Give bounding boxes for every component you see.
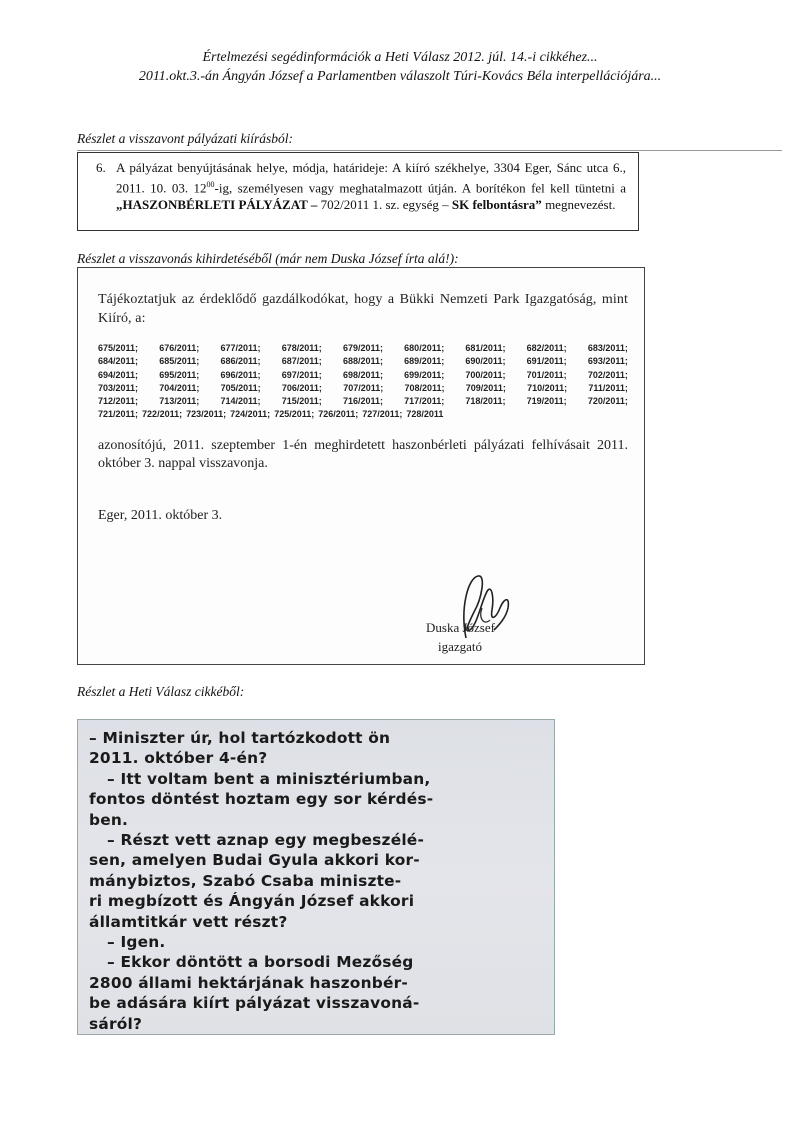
tender-id: 705/2011; [220,382,261,393]
tender-id: 717/2011; [404,396,445,407]
tender-excerpt-box [77,152,639,231]
tender-id-row [98,395,628,408]
tender-id: 699/2011; [404,369,445,380]
clipping-line: be adására kiírt pályázat visszavoná- [89,994,420,1013]
excerpt-text-a: A pályázat benyújtásának helye, módja, határideje: A kiíró székhelye, 3304 Eger, Sánc utca 6., 2011. 10. 03. 12 [116,160,626,196]
header-line-1: Értelmezési segédinformációk a Heti Válasz 2012. júl. 14.-i cikkéhez... [202,50,598,65]
tender-id: 681/2011; [465,343,506,353]
tender-id: 727/2011; [362,409,403,420]
section2-caption: Részlet a visszavonás kihirdetéséből (már nem Duska József írta alá!): [77,251,459,266]
tender-id: 687/2011; [281,356,322,367]
tender-id: 718/2011; [465,396,506,407]
tender-id-list [98,342,628,422]
place-date: Eger, 2011. október 3. [98,508,223,523]
clipping-line: államtitkár vett részt? [89,912,288,931]
tender-id: 693/2011; [587,356,628,367]
excerpt-bold-1: „HASZONBÉRLETI PÁLYÁZAT – [116,197,318,213]
tender-id: 709/2011; [465,382,506,393]
handwritten-signature [438,568,528,648]
tender-id: 679/2011; [342,343,383,353]
tender-id: 716/2011; [342,396,383,407]
tender-id: 711/2011; [588,382,628,393]
clipping-line: – Itt voltam bent a minisztériumban, [107,769,431,788]
tender-id: 683/2011; [587,343,628,353]
excerpt-text-b: -ig, személyesen vagy meghatalmazott útján. A borítékon fel kell tüntetni a [214,180,626,196]
tender-id: 714/2011; [220,396,261,407]
tender-id: 697/2011; [281,369,322,380]
tender-id: 691/2011; [526,356,567,367]
tender-id: 682/2011; [526,343,567,353]
header-line-2: 2011.okt.3.-án Ángyán József a Parlamentben válaszolt Túri-Kovács Béla interpellációjára... [138,69,662,84]
clipping-text [89,728,545,1034]
tender-id: 689/2011; [404,356,445,367]
tender-id: 688/2011; [342,356,383,367]
tender-id: 704/2011; [159,382,200,393]
tender-id: 728/2011 [406,409,444,420]
tender-excerpt-text [116,159,626,213]
tender-id-row [98,342,628,355]
clipping-line: sen, amelyen Budai Gyula akkori kor- [89,851,420,870]
tender-id-row [98,382,628,395]
tender-id: 678/2011; [281,343,322,353]
newspaper-clipping [77,719,555,1035]
tender-id: 698/2011; [342,369,383,380]
tender-id: 702/2011; [587,369,628,380]
tender-id: 701/2011; [526,369,567,380]
tender-id: 676/2011; [159,343,200,353]
tender-id: 715/2011; [281,396,322,407]
tender-id: 696/2011; [220,369,261,380]
clipping-line: – Részt vett aznap egy megbeszélé- [107,831,425,850]
tender-id: 680/2011; [404,343,445,353]
page-header [0,48,800,86]
tender-id: 677/2011; [220,343,261,353]
tender-id: 720/2011; [587,396,628,407]
clipping-line: mánybiztos, Szabó Csaba miniszte- [89,871,402,890]
tender-id-row [98,355,628,368]
withdrawal-notice-box [77,267,645,665]
tender-id: 694/2011; [98,369,139,380]
signer-name: Duska József [426,620,495,635]
notice-intro: Tájékoztatjuk az érdeklődő gazdálkodókat, hogy a Bükki Nemzeti Park Igazgatóság, mint Kiíró, a: [98,292,628,326]
section3-caption: Részlet a Heti Válasz cikkéből: [77,684,245,699]
tender-id: 703/2011; [98,382,139,393]
tender-id: 726/2011; [318,409,359,420]
tender-id: 700/2011; [465,369,506,380]
divider-line [77,150,782,151]
tender-id: 690/2011; [465,356,506,367]
tender-id: 686/2011; [220,356,261,367]
notice-body: azonosítójú, 2011. szeptember 1-én meghirdetett haszonbérleti pályázati felhívásait 2011. október 3. nappal visszavonja. [98,438,628,471]
tender-id: 675/2011; [98,343,139,353]
tender-id: 707/2011; [343,382,384,393]
clipping-line: – Ekkor döntött a borsodi Mezőség [107,953,414,972]
excerpt-text-d: megnevezést. [541,197,616,213]
clipping-line: ri megbízott és Ángyán József akkori [89,892,415,911]
tender-id: 722/2011; [142,409,183,420]
tender-id: 723/2011; [186,409,227,420]
tender-id: 695/2011; [159,369,200,380]
clipping-line: – Miniszter úr, hol tartózkodott ön [89,729,391,747]
tender-id: 684/2011; [98,356,139,367]
item-number: 6. [96,160,106,175]
tender-id: 708/2011; [404,382,445,393]
clipping-line: fontos döntést hoztam egy sor kérdés- [89,790,434,809]
tender-id: 710/2011; [527,382,568,393]
tender-id-row [98,369,628,382]
tender-id-row [98,408,628,421]
clipping-line: ben. [89,810,129,829]
tender-id: 713/2011; [159,396,200,407]
section1-caption: Részlet a visszavont pályázati kiírásból: [77,131,293,146]
tender-id: 725/2011; [274,409,315,420]
tender-id: 685/2011; [159,356,200,367]
tender-id: 706/2011; [281,382,322,393]
tender-id: 719/2011; [526,396,567,407]
tender-id: 721/2011; [98,409,139,420]
tender-id: 724/2011; [230,409,271,420]
clipping-line: 2011. október 4-én? [89,749,268,768]
clipping-line: sáról? [89,1014,143,1033]
excerpt-bold-2: SK felbontásra” [451,197,542,213]
tender-id: 712/2011; [98,396,139,407]
clipping-line: 2800 állami hektárjának haszonbér- [89,973,408,992]
clipping-line: – Igen. [107,933,166,952]
excerpt-text-c: 702/2011 1. sz. egység – [317,197,452,213]
signer-title: igazgató [438,639,483,654]
excerpt-superscript: 00 [206,180,215,189]
